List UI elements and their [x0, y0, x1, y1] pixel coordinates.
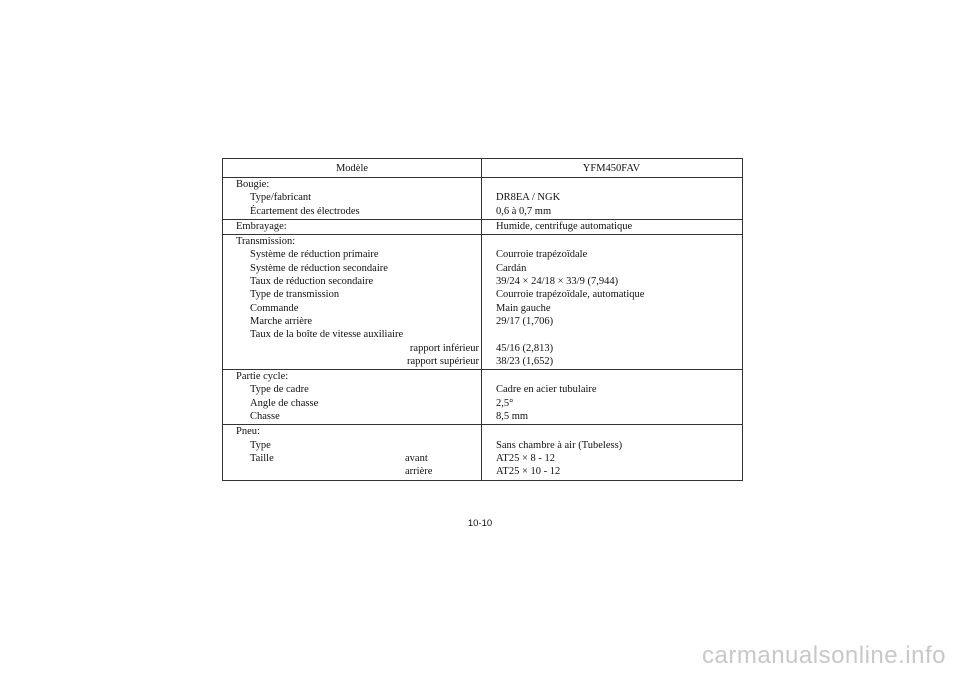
row-value: 8,5 mm	[496, 411, 529, 423]
row-label: Embrayage:	[236, 220, 287, 232]
row-sublabel: avant	[405, 452, 428, 464]
row-label: Pneu:	[236, 426, 260, 438]
table-row	[223, 191, 742, 204]
row-label: Partie cycle:	[236, 371, 289, 383]
table-row	[223, 342, 742, 355]
table-row	[223, 178, 742, 191]
row-label: Commande	[250, 302, 299, 314]
row-label: Taux de la boîte de vitesse auxiliaire	[250, 329, 404, 341]
row-value: Courroie trapézoïdale	[496, 249, 588, 261]
table-row	[223, 355, 742, 368]
table-row	[223, 328, 742, 341]
table-row	[223, 410, 742, 423]
row-value: AT25 × 8 - 12	[496, 452, 556, 464]
table-row	[223, 248, 742, 261]
row-label: Écartement des électrodes	[250, 205, 360, 217]
row-value: 38/23 (1,652)	[496, 355, 554, 367]
row-label: Système de réduction primaire	[250, 249, 379, 261]
table-row	[223, 370, 742, 383]
row-value: Cardán	[496, 262, 527, 274]
row-label: Système de réduction secondaire	[250, 262, 388, 274]
row-value: Sans chambre à air (Tubeless)	[496, 439, 623, 451]
table-body	[223, 178, 742, 480]
row-value: 45/16 (2,813)	[496, 342, 554, 354]
table-row	[223, 383, 742, 396]
row-label: rapport supérieur	[406, 355, 479, 367]
table-row	[223, 465, 742, 478]
row-value: Main gauche	[496, 302, 551, 314]
row-value: 2,5°	[496, 397, 514, 409]
row-sublabel: arrière	[405, 466, 433, 478]
table-section	[223, 370, 742, 425]
table-row	[223, 452, 742, 465]
header-model-label: Modèle	[335, 163, 369, 174]
table-section	[223, 178, 742, 220]
row-value: AT25 × 10 - 12	[496, 466, 561, 478]
table-row	[223, 288, 742, 301]
row-value: DR8EA / NGK	[496, 192, 561, 204]
row-label: rapport inférieur	[409, 342, 479, 354]
table-row	[223, 397, 742, 410]
table-row	[223, 262, 742, 275]
table-row	[223, 205, 742, 218]
row-label: Marche arrière	[250, 315, 313, 327]
row-label: Taux de réduction secondaire	[250, 276, 374, 288]
page-number: 10-10	[467, 518, 493, 529]
row-label: Type	[250, 439, 271, 451]
table-section	[223, 235, 742, 370]
row-value: Courroie trapézoïdale, automatique	[496, 289, 645, 301]
row-label: Chasse	[250, 411, 280, 423]
table-section	[223, 425, 742, 479]
row-value: Cadre en acier tubulaire	[496, 384, 597, 396]
table-row	[223, 439, 742, 452]
row-label: Taille	[250, 452, 274, 464]
row-label: Bougie:	[236, 179, 270, 190]
row-label: Type de cadre	[250, 384, 309, 396]
table-row	[223, 425, 742, 438]
row-label: Transmission:	[236, 236, 296, 248]
row-value: 0,6 à 0,7 mm	[496, 205, 552, 217]
table-row	[223, 302, 742, 315]
table-header	[223, 159, 742, 178]
header-model-value: YFM450FAV	[582, 163, 641, 174]
row-value: 29/17 (1,706)	[496, 315, 554, 327]
table-row	[223, 220, 742, 233]
spec-table	[222, 158, 743, 481]
row-value: 39/24 × 24/18 × 33/9 (7,944)	[496, 276, 619, 288]
table-section	[223, 220, 742, 235]
table-row	[223, 275, 742, 288]
row-label: Type de transmission	[250, 289, 340, 301]
watermark: carmanualsonline.info	[702, 642, 946, 669]
row-label: Angle de chasse	[250, 397, 319, 409]
row-label: Type/fabricant	[250, 192, 312, 204]
table-row	[223, 235, 742, 248]
table-row	[223, 315, 742, 328]
row-value: Humide, centrifuge automatique	[496, 220, 633, 232]
